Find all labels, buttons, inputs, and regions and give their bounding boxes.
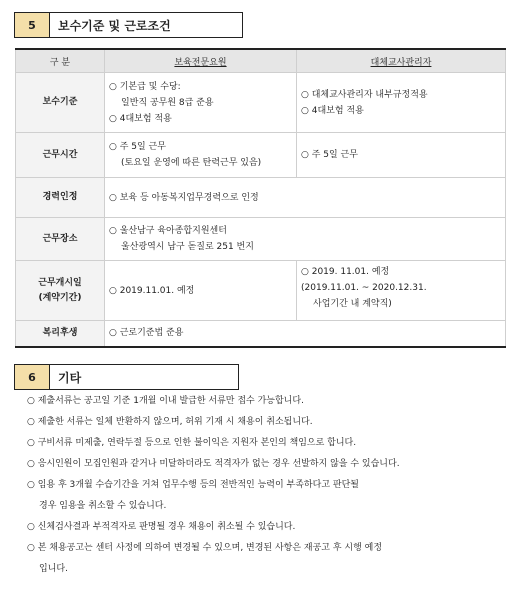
list-item-continued: 경우 임용을 취소할 수 있습니다. xyxy=(39,501,167,511)
table-row xyxy=(16,261,506,321)
row-label: 근무장소 xyxy=(16,218,105,261)
cell: ○ 대체교사관리자 내부규정적용 ○ 4대보험 적용 xyxy=(297,73,506,133)
list-item: ○ 구비서류 미제출, 연락두절 등으로 인한 불이익은 지원자 본인의 책임으로 합니다. xyxy=(27,438,357,448)
cell: ○ 근로기준법 준용 xyxy=(105,321,506,347)
list-item: ○ 제출서류는 공고일 기준 1개월 이내 발급한 서류만 접수 가능합니다. xyxy=(27,396,304,406)
list-item: ○ 제출한 서류는 일체 반환하지 않으며, 허위 기재 시 채용이 취소됩니다. xyxy=(27,417,313,427)
row-label: 근무시간 xyxy=(16,133,105,178)
header-substitute-teacher-manager: 대체교사관리자 xyxy=(297,49,506,73)
table-row xyxy=(16,73,506,133)
row-label: 경력인정 xyxy=(16,178,105,218)
row-label: 근무개시일 (계약기간) xyxy=(16,261,105,321)
cell: ○ 2019. 11.01. 예정 (2019.11.01. ~ 2020.12.31. 사업기간 내 계약직) xyxy=(297,261,506,321)
cell: ○ 울산남구 육아종합지원센터 울산광역시 남구 돋질로 251 번지 xyxy=(105,218,506,261)
table-row xyxy=(16,321,506,347)
row-label: 복리후생 xyxy=(16,321,105,347)
table-row xyxy=(16,178,506,218)
section-title: 기타 xyxy=(50,364,239,390)
notes-list xyxy=(27,391,497,580)
cell: ○ 보육 등 아동복지업무경력으로 인정 xyxy=(105,178,506,218)
section-number: 6 xyxy=(14,364,50,390)
section-6-header xyxy=(14,364,239,390)
list-item: ○ 본 채용공고는 센터 사정에 의하여 변경될 수 있으며, 변경된 사항은 재공고 후 시행 예정 xyxy=(27,543,383,553)
table-row xyxy=(16,133,506,178)
section-title: 보수기준 및 근로조건 xyxy=(50,12,243,38)
list-item: ○ 신체검사결과 부적격자로 판명될 경우 채용이 취소될 수 있습니다. xyxy=(27,522,296,532)
list-item: ○ 임용 후 3개월 수습기간을 거쳐 업무수행 등의 전반적인 능력이 부족하다고 판단될 xyxy=(27,480,359,490)
table-row xyxy=(16,218,506,261)
cell: ○ 2019.11.01. 예정 xyxy=(105,261,297,321)
work-conditions-table xyxy=(15,48,506,348)
header-childcare-specialist: 보육전문요원 xyxy=(105,49,297,73)
section-number: 5 xyxy=(14,12,50,38)
section-5-header xyxy=(14,12,243,38)
cell: ○ 주 5일 근무 (토요일 운영에 따른 탄력근무 있음) xyxy=(105,133,297,178)
cell: ○ 기본급 및 수당: 일반직 공무원 8급 준용 ○ 4대보험 적용 xyxy=(105,73,297,133)
list-item-continued: 입니다. xyxy=(39,564,68,574)
header-category: 구 분 xyxy=(16,49,105,73)
cell: ○ 주 5일 근무 xyxy=(297,133,506,178)
row-label: 보수기준 xyxy=(16,73,105,133)
list-item: ○ 응시인원이 모집인원과 같거나 미달하더라도 적격자가 없는 경우 선발하지 않을 수 있습니다. xyxy=(27,459,400,469)
table-header-row xyxy=(16,49,506,73)
